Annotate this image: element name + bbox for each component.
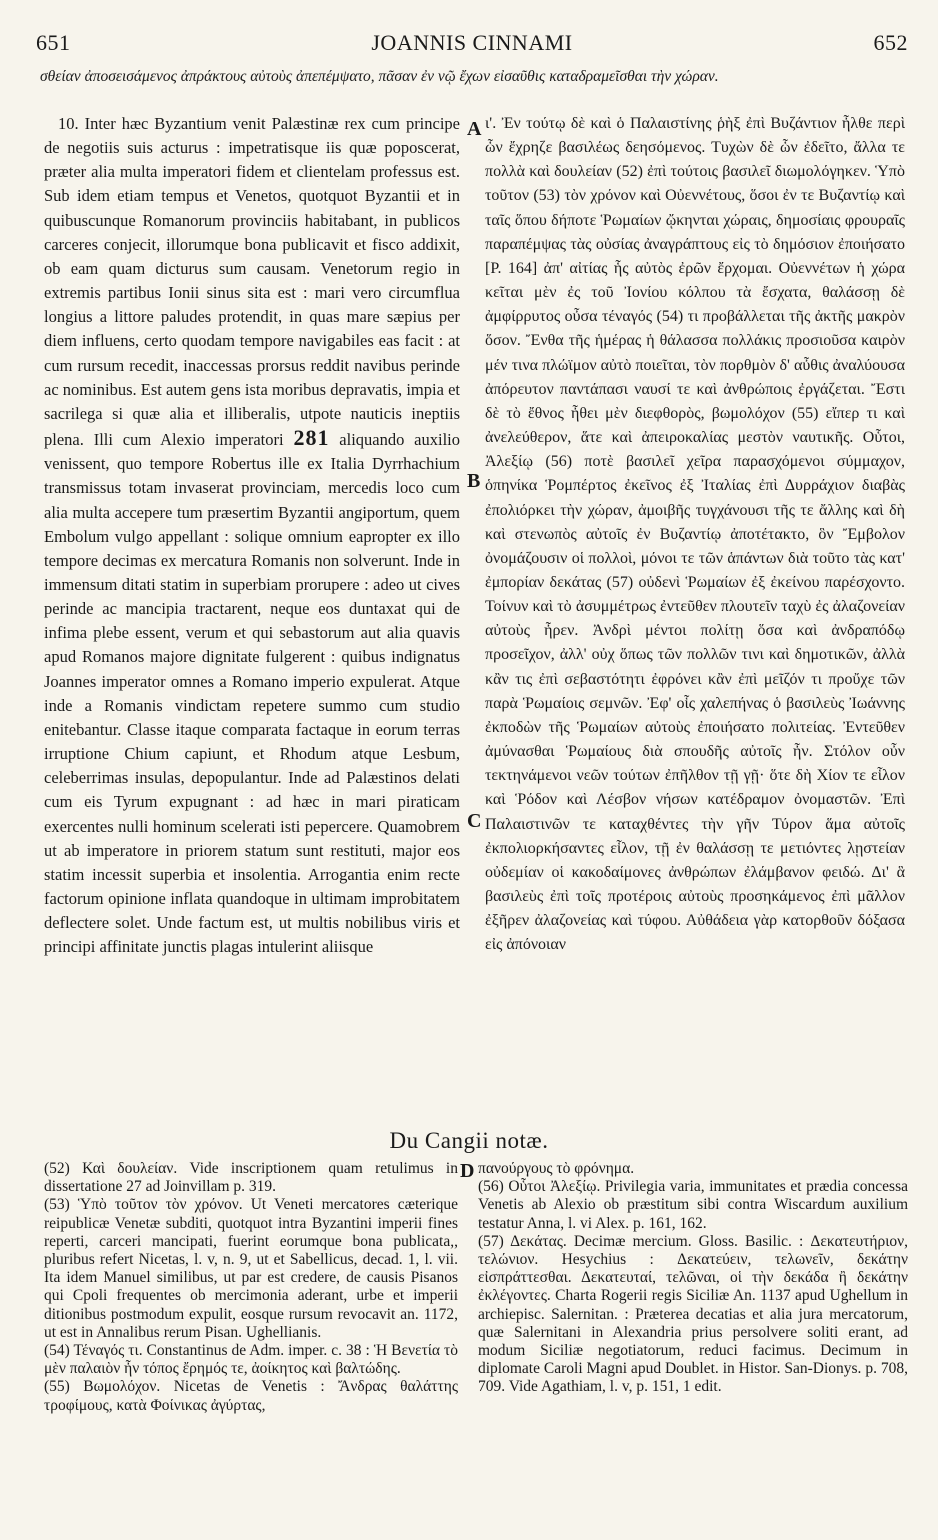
greek-column	[485, 112, 905, 1124]
notes-left-column	[44, 1160, 458, 1520]
note-54: (54) Τέναγός τι. Constantinus de Adm. imper. c. 38 : Ἡ Βενετία τὸ μὲν παλαιὸν ἦν τόπος ἔρημός τε, ἀοίκητος καὶ βαλτώδης.	[44, 1342, 458, 1378]
page-number-left: 651	[36, 30, 71, 55]
latin-paragraph	[44, 112, 460, 959]
page-mark: 281	[293, 425, 330, 451]
note-55-continued: πανούργους τὸ φρόνημα.	[478, 1160, 635, 1177]
running-title: JOANNIS CINNAMI	[371, 30, 573, 55]
greek-continuation-line: σθείαν ἀποσεισάμενος ἀπράκτους αὐτοὺς ἀπεπέμψατο, πᾶσαν ἐν νῷ ἔχων εἰσαῦθις καταδραμεῖσθαι τὴν χώραν.	[40, 68, 719, 85]
notes-right-column	[478, 1160, 908, 1520]
note-57: (57) Δεκάτας. Decimæ mercium. Gloss. Basilic. : Δεκατευτήριον, τελώνιον. Hesychius : Δεκατεύειν, τελωνεῖν, δεκάτην εἰσπράττεσθαι. Δεκατευταί, τελῶναι, οἱ τὴν δεκάδα ἢ δεκάτην ἐκλέγοντες. Charta Rogerii regis Siciliæ An. 1137 apud Ughellum in archiepisc. Salernitan. : Præterea decatias et alia jura mercatorum, quæ Salernitani in Alexandria prius persolvere soliti erant, ad modum Siciliæ negotiatorum, reduci facimus. Decimum in diplomate Caroli Magni apud Doublet. in Histor. San-Dionys. p. 708, 709. Vide Agathiam, l. v, p. 151, 1 edit.	[478, 1232, 908, 1396]
note-55: (55) Βωμολόχον. Nicetas de Venetis : Ἄνδρας θαλάττης τροφίμους, κατὰ Φοίνικας ἀγύρτας,	[44, 1378, 458, 1414]
page-number-right: 652	[873, 30, 908, 55]
latin-text-part-1: 10. Inter hæc Byzantium venit Palæstinæ rex cum principe de negotiis suis acturus : impetratisque iis quæ poposcerat, præter alia multa imperatori fidem et clientelam professus est. Sub idem etiam tempus et Venetos, quotquot Byzantii et in quibuscunque Romanorum provinciis habitabant, in publicos carceres conjecit, illorumque bona publicavit et fisco addixit, ob eam quam dicturus sum causam. Venetorum regio in extremis partibus Ionii sinus sita est : mari vero circumflua longius a littore paludes protendit, in quas mare sæpius per diem influens, certo quodam tempore navigabiles eas facit : at cum rursum recedit, inaccessas prorsus reddit navibus perinde ac nominibus. Est autem gens ista moribus depravatis, impia et sacrilega si quæ alia et illiberalis, utpote nauticis ineptiis plena. Illi cum Alexio imperatori	[44, 114, 460, 450]
margin-marker-c: C	[467, 810, 482, 832]
note-53: (53) Ὑπὸ τοῦτον τὸν χρόνον. Ut Veneti mercatores cæterique reipublicæ Venetæ subditi, quotquot intra Byzantini imperii fines reperti, carceri mancipati, fuerint eorumque bona publicata,, pluribus refert Nicetas, l. v, n. 9, ut et Sabellicus, decad. 1, l. vii. Ita idem Manuel similibus, ut par est credere, de causis Pisanos qui Cpoli frequentes ob mercimonia aderant, urbe et imperii ditionibus postmodum expulit, eosque rursum revocavit an. 1172, ut est in Annalibus rerum Pisan. Ughellianis.	[44, 1196, 458, 1341]
running-header	[36, 30, 908, 60]
latin-column	[44, 112, 460, 1124]
greek-paragraph: ι'. Ἐν τούτῳ δὲ καὶ ὁ Παλαιστίνης ῥὴξ ἐπὶ Βυζάντιον ἦλθε περὶ ὧν ἔχρηζε βασιλέως δεησόμενος. Τυχὼν δὲ ὧν ἐδεῖτο, ἄλλα τε πολλὰ καὶ δουλείαν (52) ἐπὶ τούτοις βασιλεῖ διωμολόγηκεν. Ὑπὸ τοῦτον (53) τὸν χρόνον καὶ Οὐεννέτους, ὅσοι ἐν τε Βυζαντίῳ καὶ ταῖς ὅπου δήποτε Ῥωμαίων ᾤκηνται χώραις, δημοσίαις φρουραῖς παραπέμψας τὰς οὐσίας ἀναγράπτους εἰς τὸ δημόσιον ἐποιήσατο [P. 164] ἀπ' αἰτίας ἧς αὐτὸς ἐρῶν ἔρχομαι. Οὐεννέτων ἡ χώρα κεῖται μὲν ἐς τοῦ Ἰονίου κόλπου τὰ ἔσχατα, θαλάσσῃ δὲ ἀμφίρρυτος οὖσα τέναγός (54) τι προβάλλεται τῆς ἀκτῆς μακρὸν ὅσον. Ἔνθα τῆς ἡμέρας ἡ θάλασσα πολλάκις προσιοῦσα καιρὸν μέν τινα πλώϊμον αὐτὸ ποιεῖται, τὸν πορθμὸν δ' αὖθις ἀναλύουσα ἀπόρευτον παντάπασι ναυσί τε καὶ ἀνθρώποις ἐργάζεται. Ἔστι δὲ τὸ ἔθνος ἦθει μὲν διεφθορὸς, βωμολόχον (55) εἴπερ τι καὶ ἀνελεύθερον, ἅτε καὶ ἀπειροκαλίας μεστὸν ναυτικῆς. Οὗτοι, Ἀλεξίῳ (56) ποτὲ βασιλεῖ χεῖρα παρασχόμενοι σύμμαχον, ὁπηνίκα Ῥομπέρτος ἐκεῖνος ἐξ Ἰταλίας ἐπὶ Δυρράχιον διαβὰς ἐπολιόρκει τὴν χώραν, ἀμοιβῆς τυγχάνουσι τῆς τε ἄλλης καὶ δὴ καὶ στενωπὸς αὐτοῖς ἐν Βυζαντίῳ ἀποτέτακτο, ὃν Ἔμβολον ὀνομάζουσιν οἱ πολλοὶ, μόνοι τε τῶν ἁπάντων διὰ τοῦτο τὰς κατ' ἐμπορίαν δεκάτας (57) οὐδενὶ Ῥωμαίων ἐξ ἐκείνου παρέσχοντο. Τοίνυν καὶ τὸ ἀσυμμέτρως ἐντεῦθεν πλουτεῖν ταχὺ ἐς ἀλαζονείαν αὐτοὺς ἦρεν. Ἀνδρὶ μέντοι πολίτῃ ὅσα καὶ ἀνδραπόδῳ προσεῖχον, ἀλλ' οὐχ ὅπως τῶν πολλῶν τινι καὶ δημοτικῶν, ἀλλὰ κἂν τις ἐπὶ σεβαστότητι ἐφρόνει κἂν ἐπὶ μεῖζόν τι προὔχε τῶν παρὰ Ῥωμαίοις σεμνῶν. Ἐφ' οἷς χαλεπήνας ὁ βασιλεὺς Ἰωάννης ἐκποδὼν τῆς Ῥωμαίων αὐτοὺς ἐποιήσατο πολιτείας. Ἐντεῦθεν ἀμύνασθαι Ῥωμαίους διὰ σπουδῆς αὐτοῖς ἦν. Στόλον οὖν τεκτηνάμενοι νεῶν τούτων ἐπῆλθον τῇ γῇ· ὅτε δὴ Χίον τε εἷλον καὶ Ῥόδον καὶ Λέσβον νήσων κατέδραμον ὀνομαστῶν. Ἐπὶ Παλαιστινῶν τε καταχθέντες τὴν γῆν Τύρον ἅμα αὐτοῖς ἐκπολιορκήσαντες εἷλον, τῇ ἐν θαλάσσῃ τε μετιόντες λῃστείαν οὐδεμίαν οἱ κακοδαίμονες ἀνθρώπων ἐλάμβανον φειδώ. Δι' ἃ βασιλεὺς ἐπὶ τοῖς προτέροις αὐτοὺς προσηκάμενος ἐπὶ μᾶλλον ἐξῆρεν ἀλαζονείας καὶ τύφου. Αὐθάδεια γὰρ κατορθοῦν δόξασα εἰς ἀπόνοιαν	[485, 115, 905, 954]
latin-text-part-2: aliquando auxilio venissent, quo tempore Robertus ille ex Italia Dyrrhachium transmissus totam invaserat provinciam, mercedis loco cum alia multa accepere tum præsertim Byzantii angiportum, quem Embolum vulgo appellant : solique omnium eapropter ex illo tempore decimas ex mercatura Romanis non solverunt. Inde in immensum ditati statim in superbiam prorupere : adeo ut cives perinde ac mancipia tractarent, neque eos duntaxat qui de infima plebe essent, verum et qui sebastorum aut alia quavis apud Romanos majore dignitate fulgerent : quibus indignatus Joannes imperator omnes a Romano imperio expulerat. Atque inde a Romanis vindictam repetere summo cum studio enitebantur. Classe itaque comparata factaque in eorum terras irruptione Chium capiunt, et Rhodum atque Lesbum, celeberrimas insulas, depopulantur. Inde ad Palæstinos delati cum eis Tyrum expugnant : ad hæc in mari piraticam exercentes nulli hominum scelerati isti pepercere. Quamobrem ut ab imperatore in priorem statum sunt restituti, major eos statim incessit superbia et insolentia. Arrogantia enim recte factorum opinione inflata quandoque in ultimam improbitatem deflectere solet. Unde factum est, ut multis nobilibus viris et principi affinitate junctis plagas intulerint aliisque	[44, 430, 460, 957]
margin-marker-d: D	[460, 1160, 475, 1182]
note-56: (56) Οὗτοι Ἀλεξίῳ. Privilegia varia, immunitates et prædia concessa Venetis ab Alexio ob præstitum sibi contra Wiscardum auxilium testatur Anna, l. vi Alex. p. 161, 162.	[478, 1178, 908, 1232]
margin-marker-a: A	[467, 118, 482, 140]
margin-marker-b: B	[467, 470, 481, 492]
notes-heading: Du Cangii notæ.	[389, 1128, 549, 1153]
note-52: (52) Καὶ δουλείαν. Vide inscriptionem quam retulimus in dissertatione 27 ad Joinvillam p. 319.	[44, 1160, 458, 1196]
